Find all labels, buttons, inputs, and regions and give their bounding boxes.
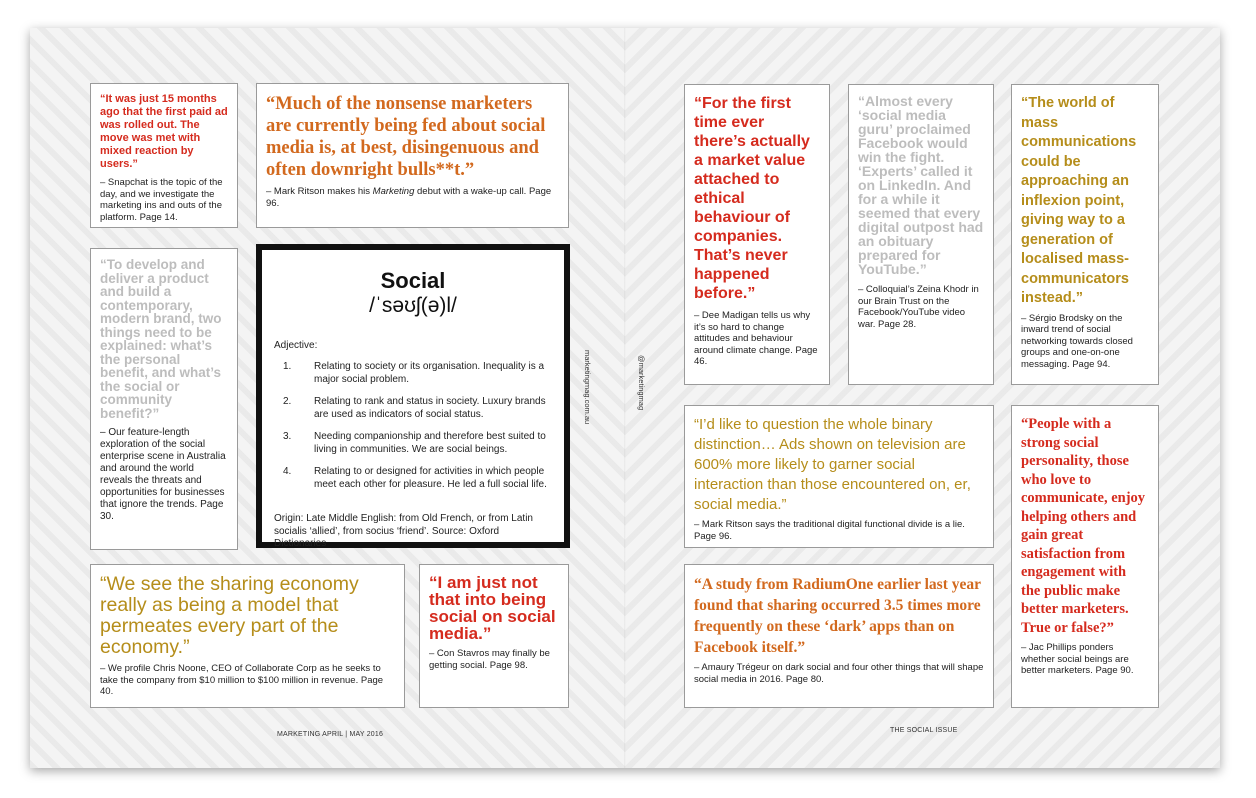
quote-attribution: – Sérgio Brodsky on the inward trend of social networking towards closed groups and one-on-one messaging. Page 94.	[1021, 312, 1133, 370]
side-handle: @marketingmag	[637, 355, 646, 411]
quote-box-ritson-binary	[684, 405, 994, 548]
quote-text: “I am just not that into being social on social media.”	[429, 573, 556, 643]
definition-sense: 3. Needing companionship and therefore best suited to living in communities. We are social beings.	[283, 431, 546, 455]
quote-box-khodr	[848, 84, 994, 385]
definition-sense: 1. Relating to society or its organisation. Inequality is a major social problem.	[283, 361, 545, 385]
quote-text: “The world of mass communications could be approaching an inflexion point, giving way to a generation of localised mass-communicators instead.”	[1021, 95, 1137, 306]
quote-attribution: – Dee Madigan tells us why it’s so hard to change attitudes and behaviour around climate change. Page 46.	[694, 310, 818, 367]
side-url: marketingmag.com.au	[583, 350, 592, 425]
definition-box	[256, 244, 570, 548]
quote-attribution: – Mark Ritson makes his Marketing debut with a wake-up call. Page 96.	[266, 186, 552, 209]
quote-text: “Almost every ‘social media guru’ proclaimed Facebook would win the fight. ‘Experts’ called it on LinkedIn. And for a while it seemed that every digital outpost had an obituary prepared for YouTube.”	[858, 93, 984, 277]
quote-box-madigan	[684, 84, 830, 385]
definition-word: Social	[380, 268, 446, 293]
footer-right: THE SOCIAL ISSUE	[890, 727, 958, 734]
quote-box-social-enterprise	[90, 248, 238, 550]
definition-sense: 4. Relating to or designed for activities in which people meet each other for pleasure. He led a full social life.	[283, 466, 547, 490]
page-fold	[624, 28, 626, 768]
quote-box-phillips	[1011, 405, 1159, 708]
quote-box-sharing-economy	[90, 564, 405, 708]
quote-text: “Much of the nonsense marketers are currently being fed about social media is, at best, disingenuous and often downright bulls**t.”	[266, 94, 546, 180]
quote-text: “To develop and deliver a product and build a contemporary, modern brand, two things need to be explained: what’s the personal benefit, and what’s the social or community benefit?”	[100, 257, 222, 421]
quote-box-stavros	[419, 564, 569, 708]
quote-box-tregeur	[684, 564, 994, 708]
quote-attribution: – Mark Ritson says the traditional digital functional divide is a lie. Page 96.	[694, 519, 965, 542]
definition-pronunciation: /ˈsəʊʃ(ə)l/	[369, 294, 457, 317]
quote-attribution: – We profile Chris Noone, CEO of Collaborate Corp as he seeks to take the company from $10 million to $100 million in revenue. Page 40.	[100, 663, 384, 697]
quote-box-ritson	[256, 83, 569, 228]
quote-text: “A study from RadiumOne earlier last year found that sharing occurred 3.5 times more frequently on these ‘dark’ apps than on Facebook itself.”	[694, 576, 981, 656]
quote-text: “I’d like to question the whole binary distinction… Ads shown on television are 600% more likely to garner social interaction than those encountered on, er, social media.”	[694, 416, 971, 513]
quote-attribution: – Con Stavros may finally be getting social. Page 98.	[429, 648, 550, 671]
definition-origin: Origin: Late Middle English: from Old French, or from Latin socialis ‘allied’, from socius ‘friend’. Source: Oxford Dictionaries	[274, 513, 533, 549]
quote-box-brodsky	[1011, 84, 1159, 385]
quote-text: “We see the sharing economy really as being a model that permeates every part of the economy.”	[100, 573, 359, 658]
definition-senses	[274, 361, 552, 491]
quote-attribution: – Jac Phillips ponders whether social beings are better marketers. Page 90.	[1021, 642, 1134, 676]
quote-text: “People with a strong social personality, those who love to communicate, enjoy helping others and gain great satisfaction from engagement with the public make better marketers. True or false?”	[1021, 416, 1146, 636]
definition-sense: 2. Relating to rank and status in society. Luxury brands are used as indicators of social status.	[283, 396, 546, 420]
definition-part-of-speech: Adjective:	[274, 340, 318, 351]
quote-attribution: – Amaury Trégeur on dark social and four other things that will shape social media in 2016. Page 80.	[694, 662, 984, 685]
quote-attribution: – Snapchat is the topic of the day, and we investigate the marketing ins and outs of the platform. Page 14.	[100, 177, 223, 223]
quote-text: “It was just 15 months ago that the first paid ad was rolled out. The move was met with mixed reaction by users.”	[100, 93, 228, 170]
quote-text: “For the first time ever there’s actually a market value attached to ethical behaviour of companies. That’s never happened before.”	[694, 95, 810, 302]
quote-attribution: – Colloquial’s Zeina Khodr in our Brain Trust on the Facebook/YouTube video war. Page 28.	[858, 284, 979, 330]
quote-attribution: – Our feature-length exploration of the social enterprise scene in Australia and around the world reveals the threats and opportunities for businesses that ignore the trends. Page 30.	[100, 427, 226, 522]
footer-left: MARKETING APRIL | MAY 2016	[277, 731, 384, 738]
quote-box-snapchat	[90, 83, 238, 228]
